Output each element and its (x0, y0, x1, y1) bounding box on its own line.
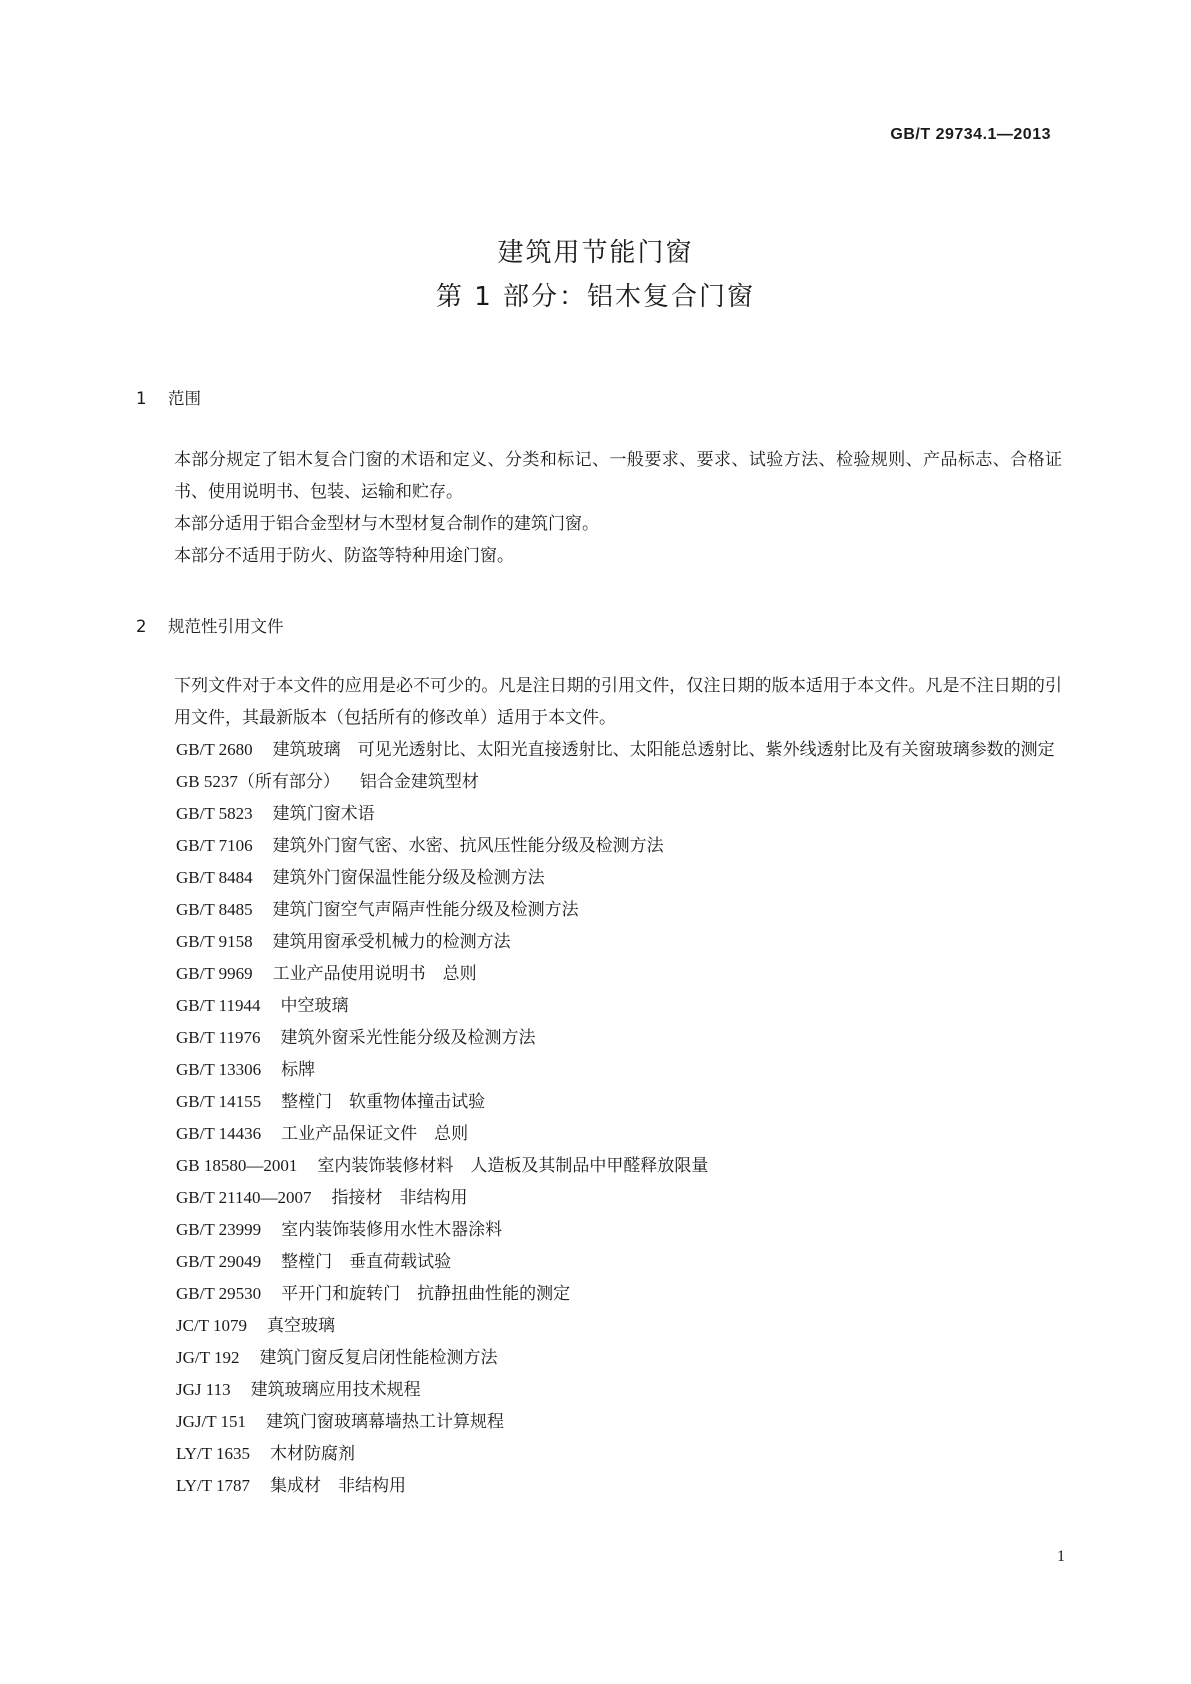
reference-title: 整樘门 垂直荷载试验 (281, 1252, 452, 1272)
reference-title: 工业产品使用说明书 总则 (272, 964, 477, 984)
reference-item (136, 830, 1062, 862)
reference-item (136, 1214, 1062, 1246)
reference-title: 室内装饰装修用水性木器涂料 (281, 1220, 503, 1240)
reference-item (136, 1054, 1062, 1086)
reference-item (136, 1150, 1062, 1182)
reference-code: GB/T 11976 (176, 1028, 261, 1047)
reference-item (136, 1022, 1062, 1054)
reference-title: 建筑门窗反复启闭性能检测方法 (259, 1348, 498, 1368)
reference-title: 建筑门窗术语 (272, 804, 375, 824)
reference-title: 标牌 (281, 1060, 316, 1080)
reference-title: 建筑门窗玻璃幕墙热工计算规程 (266, 1412, 505, 1432)
reference-item (136, 958, 1062, 990)
reference-code: GB/T 21140—2007 (176, 1188, 312, 1207)
reference-item (136, 1278, 1062, 1310)
reference-item (136, 1470, 1062, 1502)
paragraph-text: 本部分不适用于防火、防盗等特种用途门窗。 (174, 546, 514, 566)
reference-item (136, 894, 1062, 926)
paragraph (136, 670, 1062, 734)
paragraph-text: 下列文件对于本文件的应用是必不可少的。凡是注日期的引用文件，仅注日期的版本适用于本文件。凡是不注日期的引用文件，其最新版本（包括所有的修改单）适用于本文件。 (174, 676, 1062, 728)
reference-code: JC/T 1079 (176, 1316, 248, 1335)
reference-title: 指接材 非结构用 (331, 1188, 468, 1208)
reference-title: 建筑外窗采光性能分级及检测方法 (280, 1028, 536, 1048)
reference-item (136, 1246, 1062, 1278)
paragraph (136, 508, 1062, 540)
paragraph-text: 本部分适用于铝合金型材与木型材复合制作的建筑门窗。 (174, 514, 599, 534)
reference-code: GB/T 9158 (176, 932, 253, 951)
reference-item (136, 766, 1062, 798)
reference-title: 集成材 非结构用 (270, 1476, 407, 1496)
page-number: 1 (1057, 1548, 1065, 1565)
reference-code: LY/T 1787 (176, 1476, 251, 1495)
reference-code: GB/T 29049 (176, 1252, 262, 1271)
reference-list (136, 734, 1062, 1502)
reference-code: JGJ 113 (176, 1380, 231, 1399)
section-number: 2 (136, 617, 147, 636)
reference-item (136, 1374, 1062, 1406)
section-title: 范围 (168, 389, 201, 408)
reference-title: 建筑门窗空气声隔声性能分级及检测方法 (272, 900, 579, 920)
reference-code: GB 18580—2001 (176, 1156, 298, 1175)
section-title: 规范性引用文件 (168, 617, 284, 636)
paragraph (136, 444, 1062, 508)
reference-title: 工业产品保证文件 总则 (281, 1124, 469, 1144)
reference-title: 建筑用窗承受机械力的检测方法 (272, 932, 511, 952)
document-subtitle: 第 1 部分：铝木复合门窗 (435, 282, 756, 312)
paragraph-text: 本部分规定了铝木复合门窗的术语和定义、分类和标记、一般要求、要求、试验方法、检验规则、产品标志、合格证书、使用说明书、包装、运输和贮存。 (174, 450, 1062, 502)
reference-code: GB 5237（所有部分） (176, 772, 340, 791)
reference-code: GB/T 14155 (176, 1092, 262, 1111)
reference-item (136, 1310, 1062, 1342)
reference-item (136, 1438, 1062, 1470)
document-title: 建筑用节能门窗 (497, 238, 694, 268)
reference-code: GB/T 8484 (176, 868, 253, 887)
reference-code: GB/T 29530 (176, 1284, 262, 1303)
reference-title: 建筑外门窗气密、水密、抗风压性能分级及检测方法 (272, 836, 664, 856)
reference-title: 木材防腐剂 (270, 1444, 356, 1464)
reference-item (136, 926, 1062, 958)
reference-code: LY/T 1635 (176, 1444, 251, 1463)
reference-code: GB/T 7106 (176, 836, 253, 855)
reference-code: GB/T 8485 (176, 900, 253, 919)
reference-code: GB/T 9969 (176, 964, 253, 983)
reference-item (136, 862, 1062, 894)
section-number: 1 (136, 389, 147, 408)
reference-code: GB/T 23999 (176, 1220, 262, 1239)
reference-code: JG/T 192 (176, 1348, 240, 1367)
reference-title: 建筑玻璃应用技术规程 (250, 1380, 421, 1400)
reference-title: 真空玻璃 (267, 1316, 336, 1336)
reference-item (136, 1406, 1062, 1438)
standard-code: GB/T 29734.1—2013 (890, 126, 1051, 143)
reference-title: 中空玻璃 (280, 996, 349, 1016)
reference-code: GB/T 2680 (176, 740, 253, 759)
reference-title: 建筑外门窗保温性能分级及检测方法 (272, 868, 545, 888)
paragraph (136, 540, 1062, 572)
reference-item (136, 1342, 1062, 1374)
reference-item (136, 990, 1062, 1022)
reference-item (136, 1182, 1062, 1214)
reference-title: 室内装饰装修材料 人造板及其制品中甲醛释放限量 (317, 1156, 709, 1176)
reference-code: GB/T 14436 (176, 1124, 262, 1143)
reference-title: 建筑玻璃 可见光透射比、太阳光直接透射比、太阳能总透射比、紫外线透射比及有关窗玻璃参数的测定 (272, 740, 1055, 760)
reference-code: GB/T 11944 (176, 996, 261, 1015)
reference-item (136, 1086, 1062, 1118)
reference-title: 平开门和旋转门 抗静扭曲性能的测定 (281, 1284, 571, 1304)
reference-item (136, 734, 1062, 766)
reference-code: GB/T 13306 (176, 1060, 262, 1079)
reference-code: JGJ/T 151 (176, 1412, 247, 1431)
section-heading-normative-references (136, 613, 284, 637)
section-heading-scope (136, 385, 201, 409)
reference-item (136, 1118, 1062, 1150)
reference-code: GB/T 5823 (176, 804, 253, 823)
reference-item (136, 798, 1062, 830)
reference-title: 铝合金建筑型材 (359, 772, 479, 792)
reference-title: 整樘门 软重物体撞击试验 (281, 1092, 486, 1112)
